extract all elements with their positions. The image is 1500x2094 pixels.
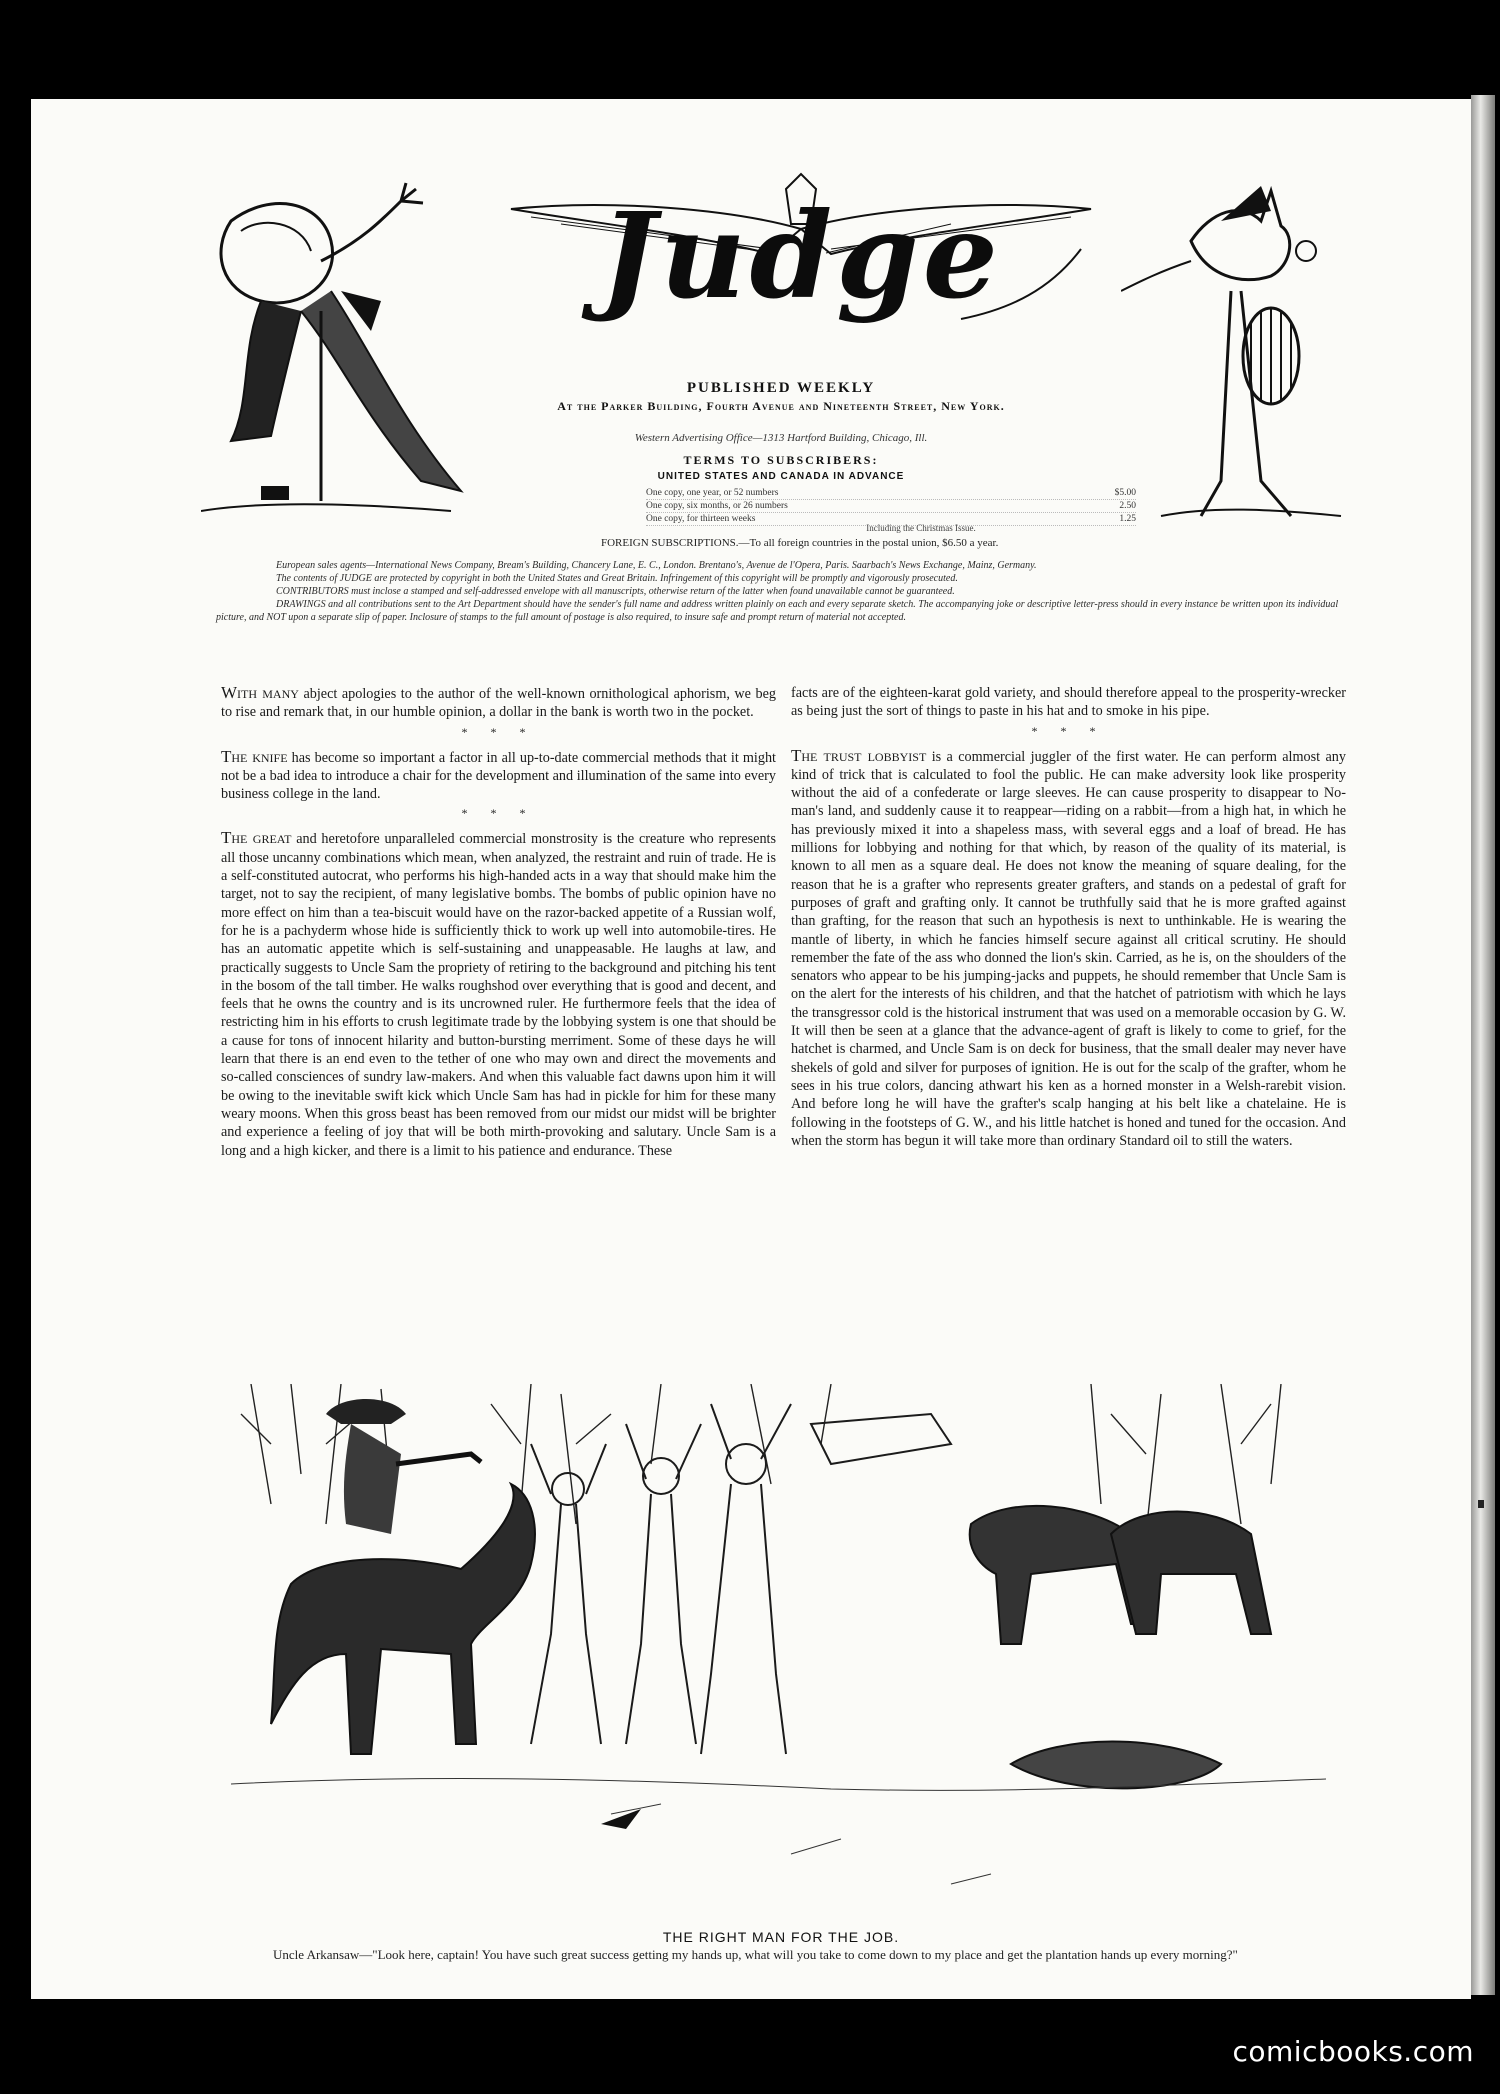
- cartoon-caption: Uncle Arkansaw—"Look here, captain! You have such great success getting my hands up, what will you take to come down to my place and get the plantation hands up every morning?": [273, 1947, 1238, 1962]
- paragraph-text: is a commercial juggler of the first water. He can perform almost any kind of trick that is calculated to fool the public. He can make adversity look like prosperity without the aid of a confederate or large sleeves. He can cause prosperity to disappear to No-man's land, and suddenly cause it to reappear—riding on a rabbit—from a high hat, in which he has previously mixed it into a shapeless mass, with several eggs and a loaf of bread. He has millions for lobbying and nothing for that which, by reason of the quality of its material, is known to all men as a square deal. He does not know the meaning of square dealing, for the reason that he is a grafter who represents greater grafters, and stands on a pedestal of graft for purposes of graft and grafting only. It cannot be truthfully said that he is more grafted against than grafting, for the reason that such an hypothesis is next to unthinkable. He is wearing the mantle of liberty, in which he fancies himself secure against all critical scrutiny. He should remember the fate of the ass who donned the lion's skin. Carried, as he is, on the shoulders of the senators who appear to be his jumping-jacks and puppets, he should remember that Uncle Sam is on the alert for the interests of his children, and that the hatchet of patriotism with which he lays the transgressor cold is the historical instrument that was used on a memorable occasion by G. W. It will then be seen at a glance that the advance-agent of graft is likely to come to grief, for the hatchet is charmed, and Uncle Sam is on deck for business, that the small dealer may never have shekels of gold and silver for purposes of ignition. He is out for the scalp of the grafter, whom he sees in his true colors, dancing athwart his ken as a horned monster in a Welsh-rarebit vision. And before long he will have the grafter's scalp hanging at his belt like a chatelaine. He is following in the footsteps of G. W., and his little hatchet is honed and tuned for the occasion. And when the storm has begun it will take more than ordinary Standard oil to still the waters.: [791, 748, 1346, 1149]
- separator: * * *: [461, 724, 536, 739]
- publisher-notices: [216, 559, 1351, 624]
- paragraph: [791, 747, 1346, 1151]
- separator: * * *: [461, 806, 536, 821]
- judge-logo: Judge: [600, 186, 1002, 325]
- editorial-columns: [221, 684, 1351, 1344]
- western-office: Western Advertising Office—1313 Hartford Building, Chicago, Ill.: [634, 432, 928, 444]
- paragraph: [221, 684, 776, 722]
- rate-row: [646, 500, 1136, 513]
- paragraph-lead: The knife: [221, 746, 288, 766]
- rate-price: $5.00: [1114, 488, 1136, 498]
- terms-subtitle: UNITED STATES AND CANADA IN ADVANCE: [657, 471, 905, 482]
- rate-label: One copy, for thirteen weeks: [646, 514, 756, 524]
- paragraph-text: and heretofore unparalleled commercial monstrosity is the creature who represents all those uncanny combinations which mean, when analyzed, the restraint and ruin of trade. He is a self-constituted autocrat, who performs his high-handed acts in a way that should make him the target, not to say the recipient, of many legislative bombs. The bombs of public opinion have no more effect on him than a tea-biscuit would have on the razor-backed appetite of a Russian wolf, for he is a pachyderm whose hide is sufficiently thick to work up well into automobile-tires. He has an automatic appetite which is self-sustaining and unappeasable. He laughs at law, and practically suggests to Uncle Sam the propriety of retiring to the background and pitching his tent in the bosom of the tall timber. He walks roughshod over everything that is good and decent, and feels that he owns the country and is its uncrowned ruler. He furthermore feels that the idea of restricting him in his efforts to crush legitimate trade by the lobbying system is one that should be a cause for tons of innocent hilarity and button-bursting merriment. Some of these days he will learn that there is an end even to the tether of one who may own and direct the movements and so-called consciences of sundry law-makers. And when this valuable fact dawns upon him it will be owing to the inevitable swift kick which Uncle Sam has had in pickle for him for these many weary moons. When this gross beast has been removed from our midst our midst will be brighter and experience a feeling of joy that will be both mirth-provoking and salutary. Uncle Sam is a long and a high kicker, and there is a limit to his patience and endurance. These: [221, 831, 777, 1159]
- paragraph-text: has become so important a factor in all up-to-date commercial methods that it might not be a bad idea to introduce a chair for the development and illumination of the same into every business college in the land.: [221, 749, 776, 803]
- notice-contributors: CONTRIBUTORS must inclose a stamped and self-addressed envelope with all manuscripts, otherwise return of the latter when found unavailable cannot be guaranteed.: [276, 586, 955, 597]
- magazine-page: [31, 99, 1471, 1999]
- rate-label: One copy, one year, or 52 numbers: [646, 488, 779, 498]
- rate-price: 1.25: [1119, 514, 1136, 524]
- rates-note: Including the Christmas Issue.: [866, 523, 976, 533]
- binding-mark: [1478, 1500, 1484, 1508]
- cartoon-title: THE RIGHT MAN FOR THE JOB.: [662, 1929, 900, 1945]
- publisher-address: At the Parker Building, Fourth Avenue and Nineteenth Street, New York.: [557, 399, 1005, 413]
- foreign-subscriptions: FOREIGN SUBSCRIPTIONS.—To all foreign countries in the postal union, $6.50 a year.: [601, 537, 999, 549]
- right-column: [791, 684, 1346, 1150]
- published-weekly: PUBLISHED WEEKLY: [686, 380, 876, 396]
- notice-agents: European sales agents—International News Company, Bream's Building, Chancery Lane, E. C., London. Brentano's, Avenue de l'Opera, Paris. Saarbach's News Exchange, Mainz, Germany.: [276, 560, 1037, 571]
- rate-label: One copy, six months, or 26 numbers: [646, 501, 788, 511]
- notice-drawings: DRAWINGS and all contributions sent to the Art Department should have the sender's full name and address written plainly on each and every separate sketch. The accompanying joke or descriptive letter-press should in every instance be written upon its individual picture, and NOT upon a separate slip of paper. Inclosure of stamps to the full amount of postage is also required, to insure safe and prompt return of material not accepted.: [216, 599, 1339, 623]
- paragraph: [221, 748, 776, 804]
- masthead: [31, 99, 1471, 623]
- paragraph-lead: The trust lobbyist: [791, 745, 927, 765]
- paragraph-text: facts are of the eighteen-karat gold variety, and should therefore appeal to the prosperity-wrecker as being just the sort of things to paste in his hat and to smoke in his pipe.: [791, 685, 1346, 720]
- paragraph-lead: The great: [221, 828, 292, 848]
- cartoon-illustration: [231, 1384, 1326, 1924]
- rate-price: 2.50: [1119, 501, 1136, 511]
- separator: * * *: [1031, 723, 1106, 738]
- paragraph-lead: With many: [221, 683, 299, 702]
- left-column: [221, 684, 776, 1160]
- paragraph: [221, 829, 776, 1159]
- page-binding-edge: [1471, 95, 1495, 1995]
- notice-copyright: The contents of JUDGE are protected by copyright in both the United States and Great Britain. Infringement of this copyright will be promptly and vigorously prosecuted.: [276, 573, 958, 584]
- watermark: comicbooks.com: [1232, 2035, 1474, 2068]
- right-ornament-figure: [1121, 181, 1361, 531]
- subscription-rates: [646, 487, 1136, 526]
- left-ornament-figure: [201, 181, 491, 531]
- terms-title: TERMS TO SUBSCRIBERS:: [683, 453, 879, 467]
- paragraph-text: abject apologies to the author of the well-known ornithological aphorism, we beg to rise and remark that, in our humble opinion, a dollar in the bank is worth two in the pocket.: [221, 686, 776, 721]
- paragraph: [791, 684, 1346, 721]
- rate-row: [646, 487, 1136, 500]
